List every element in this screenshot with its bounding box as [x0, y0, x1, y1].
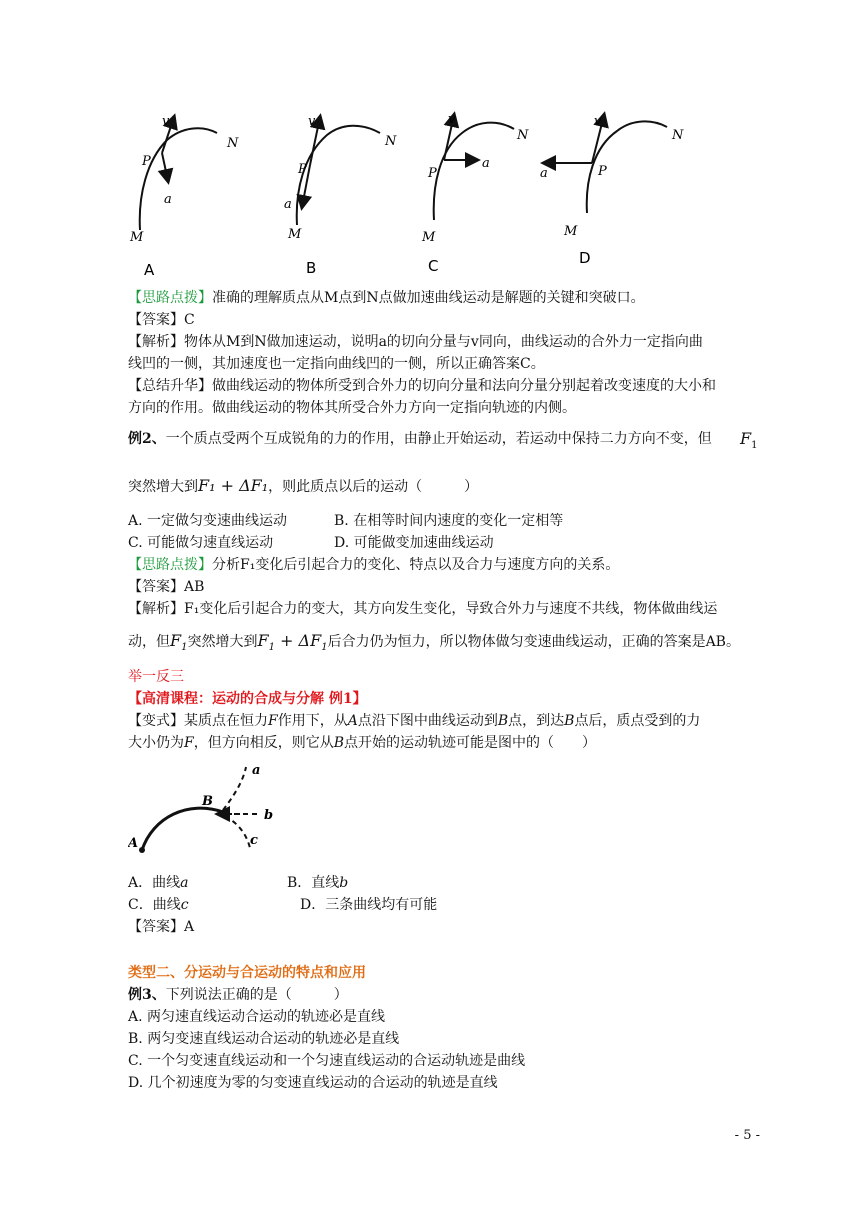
- variation-option-c: C．曲线c: [128, 897, 189, 913]
- variation-line: 【变式】某质点在恒力F作用下，从A点沿下图中曲线运动到B点，到达B点后，质点受到的力: [128, 713, 701, 729]
- option-b: B. 在相等时间内速度的变化一定相等: [334, 513, 564, 529]
- label-v: v: [308, 114, 316, 129]
- label-n: N: [227, 136, 239, 151]
- figure-letter-a: A: [144, 261, 155, 279]
- variation-line-2: 大小仍为F，但方向相反，则它从B点开始的运动轨迹可能是图中的（ ）: [128, 735, 597, 751]
- analysis-line-4: 动，但$F_1$突然增大到$F_1 + \Delta F_1$后合力仍为恒力，所以物体做匀变速曲线运动，正确的答案是AB。: [128, 631, 740, 654]
- label-curve-c: c: [250, 833, 258, 848]
- label-m: M: [422, 230, 436, 245]
- label-n: N: [517, 128, 529, 143]
- label-b-point: B: [202, 794, 213, 809]
- analysis-line: 【解析】物体从M到N做加速运动，说明a的切向分量与v同向，曲线运动的合外力一定指向曲: [128, 334, 703, 350]
- label-a: a: [284, 197, 292, 212]
- label-a: a: [482, 156, 490, 171]
- label-n: N: [672, 128, 684, 143]
- variation-option-d: D．三条曲线均有可能: [300, 897, 438, 913]
- label-p: P: [428, 166, 437, 181]
- label-v: v: [162, 114, 170, 129]
- trajectory-figure: [128, 762, 288, 862]
- hint-line: 【思路点拨】准确的理解质点从M点到N点做加速曲线运动是解题的关键和突破口。: [128, 290, 645, 306]
- summary-line-2: 方向的作用。做曲线运动的物体其所受合外力方向一定指向轨迹的内侧。: [128, 400, 576, 416]
- answer-line-2: 【答案】AB: [128, 579, 205, 595]
- label-n: N: [385, 134, 397, 149]
- label-a-point: A: [128, 836, 139, 851]
- hint-line-2: 【思路点拨】分析F₁变化后引起合力的变化、特点以及合力与速度方向的关系。: [128, 557, 620, 573]
- figure-d: [540, 114, 684, 267]
- course-title: 【高清课程：运动的合成与分解 例1】: [128, 691, 367, 707]
- label-v: v: [594, 114, 602, 129]
- variation-answer: 【答案】A: [128, 919, 195, 935]
- label-line-b: b: [264, 808, 274, 823]
- label-m: M: [288, 227, 302, 242]
- label-p: P: [598, 164, 607, 179]
- ex3-option-c: C. 一个匀变速直线运动和一个匀速直线运动的合运动轨迹是曲线: [128, 1053, 526, 1069]
- example-2-line: 例2、一个质点受两个互成锐角的力的作用，由静止开始运动，若运动中保持二力方向不变，但: [128, 431, 712, 447]
- label-v: v: [448, 112, 456, 127]
- label-a: a: [540, 166, 548, 181]
- ex3-option-d: D. 几个初速度为零的匀变速直线运动的合运动的轨迹是直线: [128, 1075, 498, 1091]
- option-a: A. 一定做匀变速曲线运动: [128, 513, 288, 529]
- label-a: a: [164, 192, 172, 207]
- figure-b: [284, 114, 397, 277]
- figure-letter-c: C: [428, 257, 439, 275]
- example-3-line: 例3、下列说法正确的是（ ）: [128, 987, 348, 1003]
- label-p: P: [298, 162, 307, 177]
- label-p: P: [142, 154, 151, 169]
- option-c: C. 可能做匀速直线运动: [128, 535, 274, 551]
- ex3-option-a: A. 两匀速直线运动合运动的轨迹必是直线: [128, 1009, 386, 1025]
- example-2-line-2: 突然增大到F₁ + ΔF₁，则此质点以后的运动（ ）: [128, 476, 479, 495]
- label-m: M: [564, 224, 578, 239]
- analysis-line-2: 线凹的一侧，其加速度也一定指向曲线凹的一侧，所以正确答案C。: [128, 356, 545, 372]
- section-type-2: 类型二、分运动与合运动的特点和应用: [128, 965, 366, 981]
- section-juyi: 举一反三: [128, 669, 184, 685]
- variation-option-a: A．曲线a: [128, 875, 189, 891]
- curve-motion-figures: [122, 105, 722, 280]
- summary-line: 【总结升华】做曲线运动的物体所受到合外力的切向分量和法向分量分别起着改变速度的大小和: [128, 378, 716, 394]
- answer-line: 【答案】C: [128, 312, 195, 328]
- label-m: M: [130, 230, 144, 245]
- figure-c: [421, 112, 529, 275]
- figure-letter-d: D: [579, 249, 591, 267]
- label-curve-a: a: [252, 763, 261, 778]
- page-number: - 5 -: [734, 1128, 760, 1143]
- ex3-option-b: B. 两匀变速直线运动合运动的轨迹必是直线: [128, 1031, 400, 1047]
- option-d: D. 可能做变加速曲线运动: [334, 535, 494, 551]
- figure-letter-b: B: [306, 259, 317, 277]
- analysis-line-3: 【解析】F₁变化后引起合力的变大，其方向发生变化，导致合外力与速度不共线，物体做曲线运: [128, 601, 718, 617]
- figure-a: [129, 114, 239, 279]
- f1-symbol: $F_1$: [740, 429, 758, 451]
- variation-option-b: B．直线b: [287, 875, 349, 891]
